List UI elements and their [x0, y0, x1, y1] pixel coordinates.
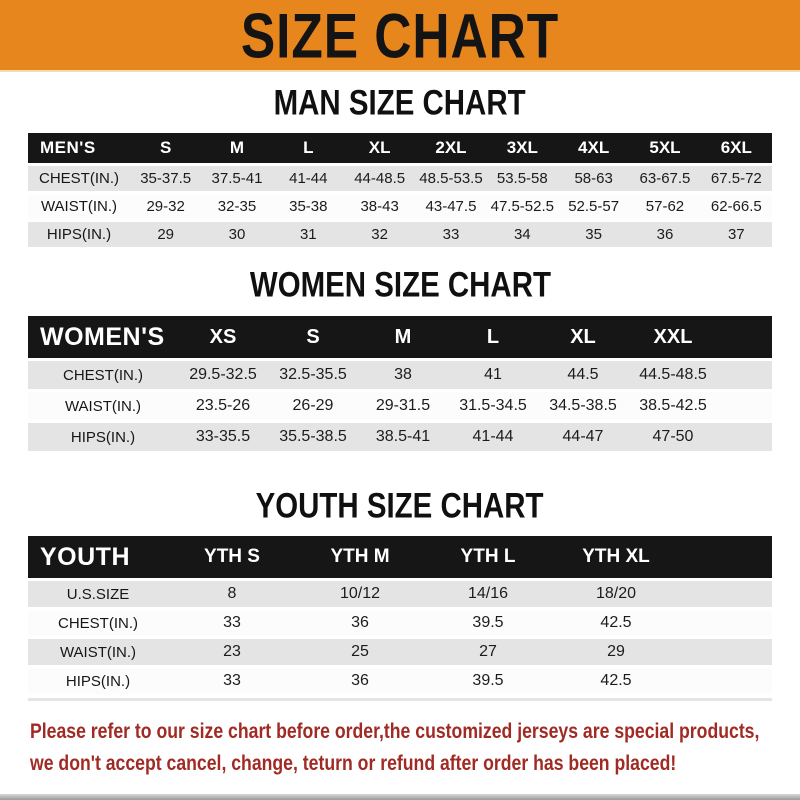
size-value-cell: 44.5-48.5: [628, 361, 718, 389]
spacer-cell: [680, 639, 772, 665]
size-value-cell: 23: [168, 639, 296, 665]
row-label: HIPS(IN.): [28, 222, 130, 247]
disclaimer: [30, 717, 800, 781]
size-value-cell: 44.5: [538, 361, 628, 389]
size-column-header: 6XL: [701, 133, 772, 163]
size-column-header: XL: [538, 316, 628, 358]
disclaimer-line-2: we don't accept cancel, change, teturn or refund after order has been placed!: [30, 752, 677, 775]
row-label: CHEST(IN.): [28, 361, 178, 389]
mens-size-table-wrap: [28, 130, 772, 250]
table-row: [28, 639, 772, 665]
size-value-cell: 14/16: [424, 581, 552, 607]
size-value-cell: 48.5-53.5: [415, 166, 486, 191]
size-column-header: YTH S: [168, 536, 296, 578]
size-value-cell: 44-47: [538, 423, 628, 451]
size-value-cell: 31.5-34.5: [448, 392, 538, 420]
size-column-header: 4XL: [558, 133, 629, 163]
spacer-cell: [718, 361, 772, 389]
youth-size-table-wrap: [28, 533, 772, 697]
table-row: [28, 668, 772, 694]
row-label: CHEST(IN.): [28, 610, 168, 636]
table-row: [28, 194, 772, 219]
size-value-cell: 35-38: [273, 194, 344, 219]
size-value-cell: 29: [130, 222, 201, 247]
size-value-cell: 35: [558, 222, 629, 247]
size-column-header: 3XL: [487, 133, 558, 163]
size-value-cell: 63-67.5: [629, 166, 700, 191]
row-label: HIPS(IN.): [28, 423, 178, 451]
womens-size-table-wrap: [28, 313, 772, 454]
size-column-header: YTH L: [424, 536, 552, 578]
size-value-cell: 38.5-42.5: [628, 392, 718, 420]
size-column-header: XL: [344, 133, 415, 163]
size-column-header: L: [273, 133, 344, 163]
row-label: HIPS(IN.): [28, 668, 168, 694]
youth-size-table: [28, 533, 772, 697]
size-column-header: S: [130, 133, 201, 163]
mens-size-table: [28, 130, 772, 250]
size-value-cell: 67.5-72: [701, 166, 772, 191]
table-row: [28, 361, 772, 389]
row-label: WAIST(IN.): [28, 392, 178, 420]
size-column-header: S: [268, 316, 358, 358]
header-row: [28, 133, 772, 163]
size-value-cell: 36: [296, 668, 424, 694]
spacer-cell: [680, 581, 772, 607]
row-label: CHEST(IN.): [28, 166, 130, 191]
size-value-cell: 29-32: [130, 194, 201, 219]
size-value-cell: 33: [168, 610, 296, 636]
size-value-cell: 43-47.5: [415, 194, 486, 219]
size-column-header: XXL: [628, 316, 718, 358]
section-title-youth: YOUTH SIZE CHART: [256, 485, 544, 526]
size-value-cell: 34.5-38.5: [538, 392, 628, 420]
size-column-header: YTH M: [296, 536, 424, 578]
row-label: WAIST(IN.): [28, 639, 168, 665]
size-value-cell: 37.5-41: [201, 166, 272, 191]
table-row: [28, 610, 772, 636]
section-title-man: MAN SIZE CHART: [274, 82, 526, 123]
size-value-cell: 10/12: [296, 581, 424, 607]
size-column-header: L: [448, 316, 538, 358]
size-value-cell: 32-35: [201, 194, 272, 219]
size-value-cell: 41-44: [273, 166, 344, 191]
row-label: WAIST(IN.): [28, 194, 130, 219]
page-title: SIZE CHART: [240, 0, 560, 71]
size-value-cell: 38.5-41: [358, 423, 448, 451]
size-chart-banner: [0, 0, 800, 72]
size-value-cell: 26-29: [268, 392, 358, 420]
size-value-cell: 47.5-52.5: [487, 194, 558, 219]
header-row: [28, 316, 772, 358]
table-corner-label: YOUTH: [28, 536, 168, 578]
size-value-cell: 31: [273, 222, 344, 247]
size-value-cell: 53.5-58: [487, 166, 558, 191]
spacer-cell: [718, 392, 772, 420]
size-value-cell: 33: [415, 222, 486, 247]
size-column-header: M: [358, 316, 448, 358]
size-value-cell: 42.5: [552, 610, 680, 636]
size-column-header: YTH XL: [552, 536, 680, 578]
table-corner-label: WOMEN'S: [28, 316, 178, 358]
spacer-cell: [718, 423, 772, 451]
size-value-cell: 36: [629, 222, 700, 247]
size-column-header: M: [201, 133, 272, 163]
table-row: [28, 222, 772, 247]
size-value-cell: 39.5: [424, 668, 552, 694]
bottom-edge-strip: [0, 794, 800, 800]
size-value-cell: 33-35.5: [178, 423, 268, 451]
size-value-cell: 38: [358, 361, 448, 389]
spacer-cell: [680, 610, 772, 636]
size-value-cell: 30: [201, 222, 272, 247]
table-bottom-shadow: [28, 698, 772, 701]
size-value-cell: 27: [424, 639, 552, 665]
size-value-cell: 29: [552, 639, 680, 665]
size-value-cell: 39.5: [424, 610, 552, 636]
section-title-women: WOMEN SIZE CHART: [249, 264, 551, 305]
size-value-cell: 29-31.5: [358, 392, 448, 420]
size-value-cell: 32: [344, 222, 415, 247]
size-value-cell: 38-43: [344, 194, 415, 219]
size-value-cell: 35.5-38.5: [268, 423, 358, 451]
size-value-cell: 58-63: [558, 166, 629, 191]
size-value-cell: 52.5-57: [558, 194, 629, 219]
size-value-cell: 37: [701, 222, 772, 247]
size-value-cell: 41: [448, 361, 538, 389]
row-label: U.S.SIZE: [28, 581, 168, 607]
table-row: [28, 392, 772, 420]
size-column-header: XS: [178, 316, 268, 358]
size-column-header: 5XL: [629, 133, 700, 163]
spacer-cell: [680, 668, 772, 694]
size-value-cell: 29.5-32.5: [178, 361, 268, 389]
spacer-cell: [680, 536, 772, 578]
table-row: [28, 423, 772, 451]
size-value-cell: 36: [296, 610, 424, 636]
size-value-cell: 18/20: [552, 581, 680, 607]
table-corner-label: MEN'S: [28, 133, 130, 163]
spacer-cell: [718, 316, 772, 358]
size-value-cell: 41-44: [448, 423, 538, 451]
size-value-cell: 44-48.5: [344, 166, 415, 191]
size-value-cell: 8: [168, 581, 296, 607]
table-row: [28, 166, 772, 191]
size-value-cell: 62-66.5: [701, 194, 772, 219]
size-column-header: 2XL: [415, 133, 486, 163]
size-value-cell: 33: [168, 668, 296, 694]
womens-size-table: [28, 313, 772, 454]
size-value-cell: 25: [296, 639, 424, 665]
size-value-cell: 35-37.5: [130, 166, 201, 191]
size-value-cell: 34: [487, 222, 558, 247]
size-value-cell: 32.5-35.5: [268, 361, 358, 389]
size-value-cell: 57-62: [629, 194, 700, 219]
table-row: [28, 581, 772, 607]
size-value-cell: 23.5-26: [178, 392, 268, 420]
size-value-cell: 47-50: [628, 423, 718, 451]
size-value-cell: 42.5: [552, 668, 680, 694]
header-row: [28, 536, 772, 578]
disclaimer-line-1: Please refer to our size chart before order,the customized jerseys are special products,: [30, 720, 760, 743]
